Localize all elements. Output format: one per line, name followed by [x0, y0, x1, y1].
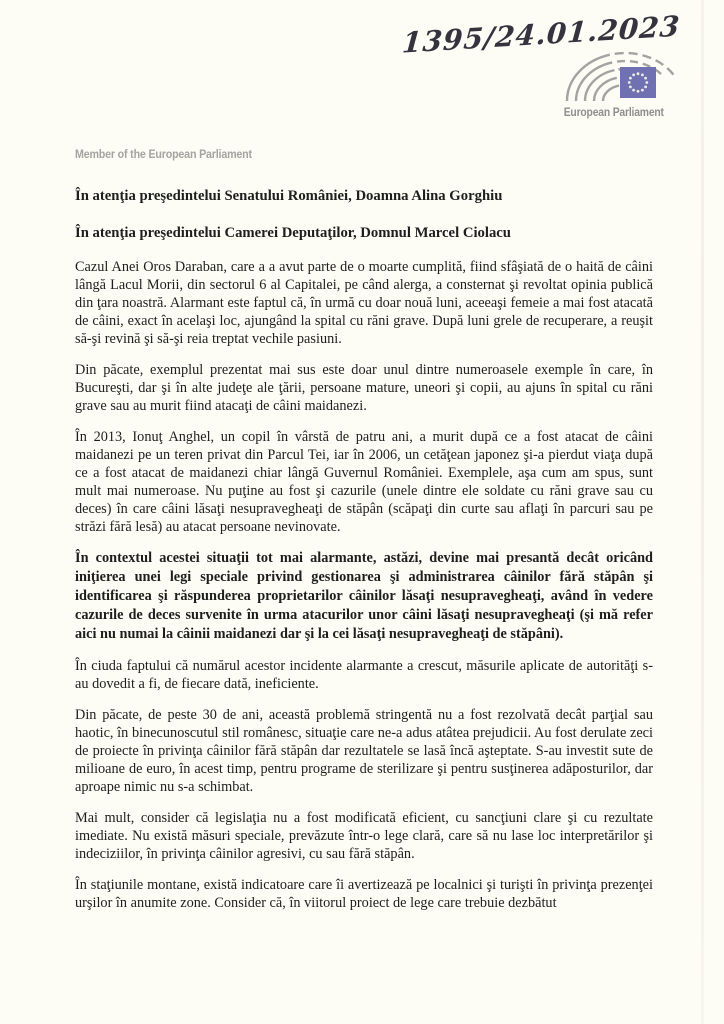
paragraph: În 2013, Ionuţ Anghel, un copil în vârstă de patru ani, a murit după ce a fost atacat de câini maidanezi pe un teren privat din Parcul Tei, iar în 2006, un cetăţean japonez şi-a pierdut viaţa după ce a fost atacat de maidanezi chiar lângă Guvernul României. Exemplele, aşa cum am spus, sunt mult mai numeroase. Nu puţine au fost şi cazurile (unele dintre ele soldate cu răni grave sau cu deces) în care câini lăsaţi nesupravegheaţi de stăpân (scăpaţi din curte sau aflaţi în parcuri sau pe străzi fără lesă) au atacat persoane nevinovate.: [75, 429, 653, 535]
recipient-line-chamber: În atenţia preşedintelui Camerei Deputaţilor, Domnul Marcel Ciolacu: [75, 225, 511, 241]
paragraph: Din păcate, exemplul prezentat mai sus este doar unul dintre numeroasele exemple în care, în Bucureşti, dar şi în alte judeţe ale ţării, persoane mature, uneori şi copii, au ajuns în spital cu răni grave sau au murit fiind atacaţi de câini maidanezi.: [75, 362, 653, 414]
paragraph: Mai mult, consider că legislaţia nu a fost modificată eficient, cu sancţiuni clare şi cu rezultate imediate. Nu există măsuri speciale, prevăzute într-o lege clară, care să nu lase loc interpretărilor şi indeciziilor, în privinţa câinilor agresivi, cu sau fără stăpân.: [75, 810, 653, 862]
recipient-line-senate: În atenţia preşedintelui Senatului României, Doamna Alina Gorghiu: [75, 188, 503, 204]
paragraph-emphasized: În contextul acestei situaţii tot mai alarmante, astăzi, devine mai presantă decât oricând iniţierea unei legi speciale privind gestionarea şi administrarea câinilor fără stăpân şi identificarea şi răspunderea proprietarilor câinilor lăsaţi nesupravegheaţi, având în vedere cazurile de deces survenite în urma atacurilor unor câini lăsaţi nesupravegheaţi (şi mă refer aici nu numai la câinii maidanezi dar şi la cei lăsaţi nesupravegheaţi de stăpâni).: [75, 550, 653, 642]
paragraph: Cazul Anei Oros Daraban, care a a avut parte de o moarte cumplită, fiind sfâşiată de o haită de câini lângă Lacul Morii, din sectorul 6 al Capitalei, pe când alerga, a consternat şi revoltat opinia publică din ţara noastră. Alarmant este faptul că, în urmă cu doar nouă luni, aceeaşi femeie a mai fost atacată de câini, exact în acelaşi loc, ajungând la spital cu răni grave. După luni grele de recuperare, a reuşit să-şi revină şi să-şi reia treptat vechile pasiuni.: [75, 259, 653, 347]
ep-hemicycle-icon: [561, 47, 709, 105]
paragraph: În ciuda faptului că numărul acestor incidente alarmante a crescut, măsurile aplicate de autorităţi s-au dovedit a fi, de fiecare dată, ineficiente.: [75, 658, 653, 692]
handwritten-reference-number: 1395/24.01.2023: [400, 9, 682, 60]
sender-title: Member of the European Parliament: [75, 149, 252, 161]
paragraph-truncated: În staţiunile montane, există indicatoare care îi avertizează pe localnici şi turişti în privinţa prezenţei urşilor în anumite zone. Consider că, în viitorul proiect de lege care trebuie dezbătut: [75, 877, 653, 911]
logo-caption: European Parliament: [563, 107, 664, 119]
paragraph: Din păcate, de peste 30 de ani, această problemă stringentă nu a fost rezolvată decât parţial sau haotic, în binecunoscutul stil românesc, situaţie care ne-a adus atâtea prejudicii. Au fost derulate zeci de proiecte în privinţa câinilor fără stăpân dar rezultatele se lasă încă aşteptate. S-au investit sute de milioane de euro, în acest timp, pentru programe de sterilizare şi pentru susţinerea adăposturilor, dar aproape nimic nu s-a schimbat.: [75, 707, 653, 795]
letter-body: [75, 187, 653, 925]
european-parliament-logo: [561, 47, 709, 119]
eu-flag-icon: [620, 67, 656, 98]
